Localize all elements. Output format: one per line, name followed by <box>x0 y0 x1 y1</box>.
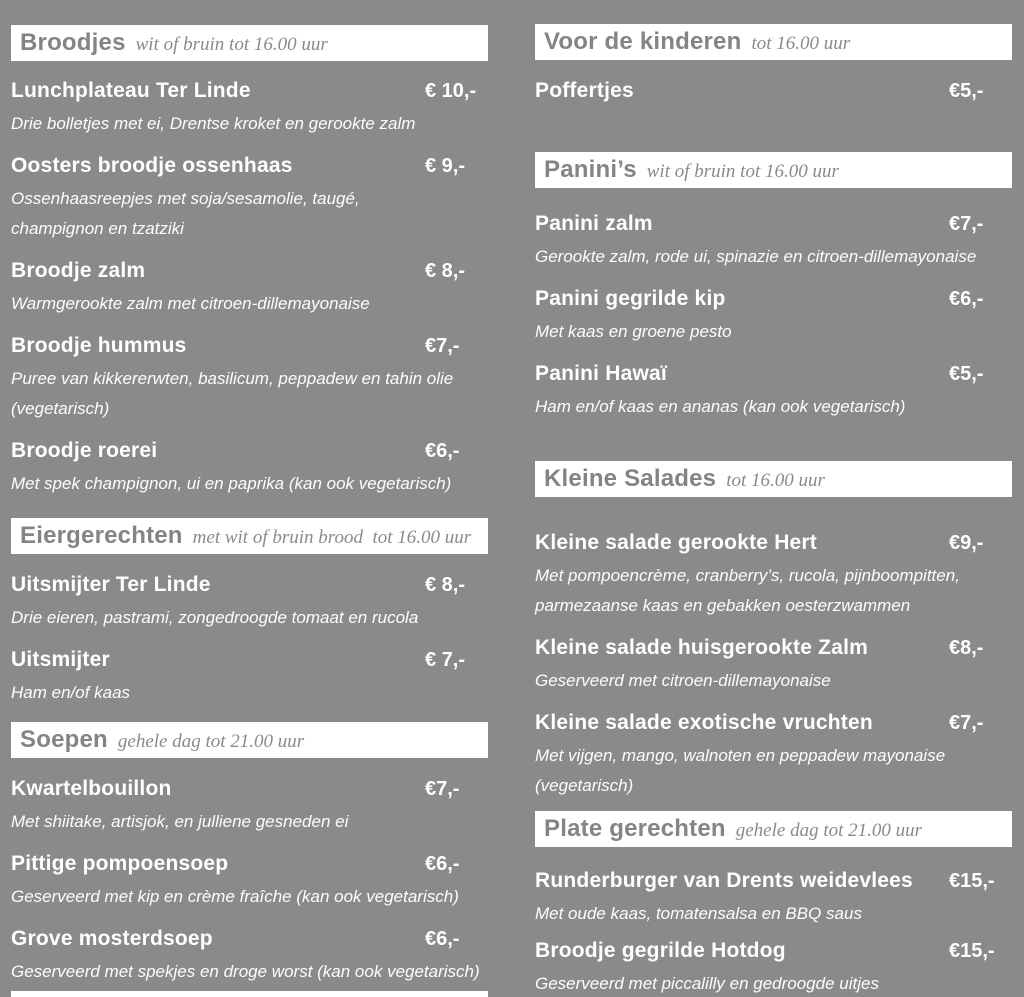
item-price: €6,- <box>425 440 460 462</box>
item-price: €15,- <box>949 940 995 962</box>
menu-item <box>11 259 488 319</box>
item-description: Geserveerd met kip en crème fraîche (kan ook vegetarisch) <box>11 887 459 906</box>
section-header-eiergerechten <box>11 518 488 554</box>
item-price: € 8,- <box>425 574 466 596</box>
item-name: Kleine salade huisgerookte Zalm <box>535 636 868 659</box>
menu-column-right <box>535 0 1012 997</box>
item-price: €7,- <box>425 778 460 800</box>
menu-item <box>535 531 1012 621</box>
menu-item <box>11 154 488 244</box>
item-description: Drie bolletjes met ei, Drentse kroket en gerookte zalm <box>11 114 416 133</box>
section-title: Plate gerechten <box>544 815 726 842</box>
item-name: Kleine salade exotische vruchten <box>535 711 873 734</box>
item-description: Geserveerd met spekjes en droge worst (kan ook vegetarisch) <box>11 962 480 981</box>
item-price: € 8,- <box>425 260 466 282</box>
item-price: €15,- <box>949 870 995 892</box>
section-subtitle: tot 16.00 uur <box>726 470 825 491</box>
menu-item <box>535 287 1012 347</box>
section-header-plate-gerechten <box>535 811 1012 847</box>
section-subtitle: wit of bruin tot 16.00 uur <box>646 161 839 182</box>
item-description: (vegetarisch) <box>535 776 634 795</box>
item-name: Kwartelbouillon <box>11 777 172 800</box>
item-price: €7,- <box>425 335 460 357</box>
item-name: Runderburger van Drents weidevlees <box>535 869 913 892</box>
item-name: Broodje roerei <box>11 439 158 462</box>
item-name: Panini zalm <box>535 212 653 235</box>
item-description: parmezaanse kaas en gebakken oesterzwammen <box>535 596 911 615</box>
item-name: Broodje gegrilde Hotdog <box>535 939 786 962</box>
section-header-voor-de-kinderen <box>535 24 1012 60</box>
item-price: €5,- <box>949 80 984 102</box>
item-price: €6,- <box>425 928 460 950</box>
menu-item <box>535 79 1012 103</box>
item-description: Gerookte zalm, rode ui, spinazie en citroen-dillemayonaise <box>535 247 977 266</box>
section-title: Voor de kinderen <box>544 28 742 55</box>
item-description: Geserveerd met piccalilly en gedroogde uitjes <box>535 974 879 993</box>
section-header-kleine-salades <box>535 461 1012 497</box>
section-header-broodjes <box>11 25 488 61</box>
item-name: Uitsmijter <box>11 648 110 671</box>
item-description: champignon en tzatziki <box>11 219 184 238</box>
item-description: Drie eieren, pastrami, zongedroogde tomaat en rucola <box>11 608 419 627</box>
section-title: Panini’s <box>544 156 637 183</box>
menu-item <box>535 362 1012 422</box>
section-subtitle: wit of bruin tot 16.00 uur <box>135 34 328 55</box>
item-description: Ham en/of kaas en ananas (kan ook vegetarisch) <box>535 397 906 416</box>
menu-item <box>535 869 1012 929</box>
item-description: (vegetarisch) <box>11 399 110 418</box>
item-name: Poffertjes <box>535 79 634 102</box>
section-header-paninis <box>535 152 1012 188</box>
item-description: Ham en/of kaas <box>11 683 131 702</box>
item-name: Grove mosterdsoep <box>11 927 213 950</box>
item-name: Panini Hawaï <box>535 362 667 385</box>
section-subtitle: met wit of bruin brood tot 16.00 uur <box>192 527 472 548</box>
menu-item <box>535 939 1012 997</box>
menu-item <box>535 212 1012 272</box>
menu-item <box>11 79 488 139</box>
menu-item <box>11 777 488 837</box>
section-title: Eiergerechten <box>20 522 183 549</box>
section-title: Broodjes <box>20 29 126 56</box>
item-price: € 9,- <box>425 155 466 177</box>
item-name: Lunchplateau Ter Linde <box>11 79 251 102</box>
item-description: Puree van kikkererwten, basilicum, peppadew en tahin olie <box>11 369 454 388</box>
item-name: Pittige pompoensoep <box>11 852 229 875</box>
item-description: Ossenhaasreepjes met soja/sesamolie, taugé, <box>11 189 360 208</box>
item-price: €5,- <box>949 363 984 385</box>
menu-column-left <box>11 0 488 997</box>
section-header-soepen <box>11 722 488 758</box>
item-description: Met kaas en groene pesto <box>535 322 732 341</box>
menu-item <box>11 648 488 708</box>
item-description: Geserveerd met citroen-dillemayonaise <box>535 671 831 690</box>
item-price: €7,- <box>949 213 984 235</box>
menu-item <box>11 439 488 499</box>
item-price: €6,- <box>949 288 984 310</box>
section-subtitle: gehele dag tot 21.00 uur <box>735 820 923 841</box>
item-name: Uitsmijter Ter Linde <box>11 573 211 596</box>
item-description: Met vijgen, mango, walnoten en peppadew mayonaise <box>535 746 946 765</box>
item-price: €9,- <box>949 532 984 554</box>
menu-item <box>11 334 488 424</box>
item-name: Broodje zalm <box>11 259 146 282</box>
menu-item <box>11 852 488 912</box>
section-title: Soepen <box>20 726 108 753</box>
menu-item <box>11 573 488 633</box>
menu-item <box>535 711 1012 801</box>
item-name: Oosters broodje ossenhaas <box>11 154 293 177</box>
item-price: €7,- <box>949 712 984 734</box>
item-price: € 7,- <box>425 649 466 671</box>
item-price: €6,- <box>425 853 460 875</box>
item-description: Met shiitake, artisjok, en julliene gesneden ei <box>11 812 349 831</box>
section-title: Kleine Salades <box>544 465 717 492</box>
section-subtitle: tot 16.00 uur <box>751 33 851 54</box>
item-price: €8,- <box>949 637 984 659</box>
item-name: Panini gegrilde kip <box>535 287 726 310</box>
item-name: Broodje hummus <box>11 334 187 357</box>
item-description: Met oude kaas, tomatensalsa en BBQ saus <box>535 904 862 923</box>
item-name: Kleine salade gerookte Hert <box>535 531 817 554</box>
cutoff-section-header-bar <box>11 991 488 997</box>
menu-item <box>11 927 488 987</box>
item-description: Met pompoencrème, cranberry’s, rucola, pijnboompitten, <box>535 566 960 585</box>
item-price: € 10,- <box>425 80 477 102</box>
item-description: Met spek champignon, ui en paprika (kan ook vegetarisch) <box>11 474 452 493</box>
section-subtitle: gehele dag tot 21.00 uur <box>117 731 305 752</box>
item-description: Warmgerookte zalm met citroen-dillemayonaise <box>11 294 370 313</box>
menu-item <box>535 636 1012 696</box>
